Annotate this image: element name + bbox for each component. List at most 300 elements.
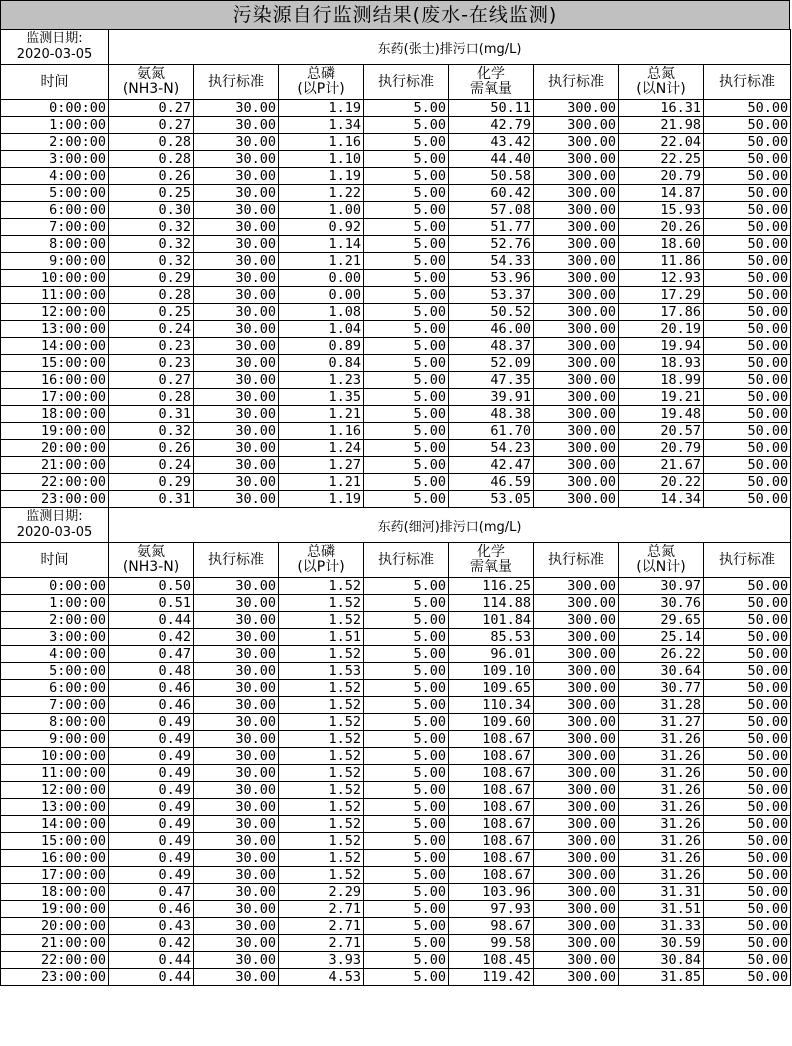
value-cell: 0.84 (279, 355, 364, 372)
time-cell: 5:00:00 (1, 663, 109, 680)
time-cell: 8:00:00 (1, 236, 109, 253)
value-cell: 0.27 (109, 372, 194, 389)
time-cell: 0:00:00 (1, 100, 109, 117)
value-cell: 30.00 (194, 816, 279, 833)
value-cell: 20.79 (619, 168, 704, 185)
station-name: 东药(张士)排污口(mg/L) (109, 30, 791, 65)
value-cell: 300.00 (534, 236, 619, 253)
value-cell: 5.00 (364, 338, 449, 355)
value-cell: 30.00 (194, 850, 279, 867)
value-cell: 5.00 (364, 901, 449, 918)
table-row (1, 663, 791, 680)
value-cell: 50.00 (704, 799, 791, 816)
value-cell: 0.43 (109, 918, 194, 935)
time-cell: 16:00:00 (1, 372, 109, 389)
value-cell: 300.00 (534, 321, 619, 338)
table-row (1, 646, 791, 663)
table-row (1, 219, 791, 236)
value-cell: 300.00 (534, 697, 619, 714)
table-row (1, 969, 791, 986)
value-cell: 50.00 (704, 168, 791, 185)
value-cell: 0.47 (109, 646, 194, 663)
value-cell: 98.67 (449, 918, 534, 935)
column-header-row (1, 65, 791, 100)
column-header (449, 65, 534, 100)
value-cell: 30.84 (619, 952, 704, 969)
value-cell: 300.00 (534, 304, 619, 321)
value-cell: 50.00 (704, 918, 791, 935)
value-cell: 16.31 (619, 100, 704, 117)
value-cell: 30.00 (194, 270, 279, 287)
value-cell: 1.52 (279, 748, 364, 765)
column-header (619, 543, 704, 578)
value-cell: 0.32 (109, 253, 194, 270)
value-cell: 50.00 (704, 612, 791, 629)
value-cell: 50.00 (704, 270, 791, 287)
time-cell: 14:00:00 (1, 816, 109, 833)
value-cell: 300.00 (534, 185, 619, 202)
value-cell: 0.23 (109, 338, 194, 355)
value-cell: 30.00 (194, 185, 279, 202)
value-cell: 30.00 (194, 680, 279, 697)
value-cell: 0.28 (109, 134, 194, 151)
value-cell: 0.00 (279, 287, 364, 304)
table-row (1, 304, 791, 321)
table-row (1, 253, 791, 270)
table-row (1, 884, 791, 901)
column-header-line: (以N计) (636, 559, 686, 575)
value-cell: 5.00 (364, 304, 449, 321)
value-cell: 0.26 (109, 168, 194, 185)
table-row (1, 867, 791, 884)
value-cell: 300.00 (534, 406, 619, 423)
value-cell: 300.00 (534, 731, 619, 748)
value-cell: 300.00 (534, 629, 619, 646)
value-cell: 50.00 (704, 867, 791, 884)
value-cell: 108.67 (449, 731, 534, 748)
column-header (279, 543, 364, 578)
value-cell: 50.00 (704, 423, 791, 440)
value-cell: 43.42 (449, 134, 534, 151)
value-cell: 1.21 (279, 253, 364, 270)
value-cell: 15.93 (619, 202, 704, 219)
table-row (1, 765, 791, 782)
value-cell: 0.49 (109, 816, 194, 833)
value-cell: 0.28 (109, 389, 194, 406)
value-cell: 30.00 (194, 440, 279, 457)
value-cell: 0.49 (109, 714, 194, 731)
value-cell: 30.97 (619, 578, 704, 595)
time-cell: 3:00:00 (1, 629, 109, 646)
value-cell: 0.25 (109, 304, 194, 321)
value-cell: 51.77 (449, 219, 534, 236)
value-cell: 1.16 (279, 134, 364, 151)
table-row (1, 372, 791, 389)
value-cell: 30.76 (619, 595, 704, 612)
value-cell: 30.00 (194, 867, 279, 884)
date-label: 监测日期: (26, 31, 83, 46)
value-cell: 0.46 (109, 901, 194, 918)
value-cell: 30.00 (194, 578, 279, 595)
value-cell: 31.51 (619, 901, 704, 918)
value-cell: 1.52 (279, 646, 364, 663)
value-cell: 116.25 (449, 578, 534, 595)
column-header-line: 总氮 (647, 544, 675, 560)
value-cell: 96.01 (449, 646, 534, 663)
value-cell: 29.65 (619, 612, 704, 629)
value-cell: 30.64 (619, 663, 704, 680)
value-cell: 30.00 (194, 969, 279, 986)
value-cell: 300.00 (534, 833, 619, 850)
value-cell: 300.00 (534, 474, 619, 491)
value-cell: 5.00 (364, 321, 449, 338)
table-row (1, 850, 791, 867)
value-cell: 0.32 (109, 219, 194, 236)
value-cell: 21.98 (619, 117, 704, 134)
value-cell: 1.52 (279, 782, 364, 799)
value-cell: 30.00 (194, 117, 279, 134)
value-cell: 50.00 (704, 884, 791, 901)
column-header-line: 时间 (40, 73, 69, 90)
value-cell: 30.00 (194, 748, 279, 765)
value-cell: 54.23 (449, 440, 534, 457)
table-row (1, 697, 791, 714)
value-cell: 1.22 (279, 185, 364, 202)
value-cell: 50.00 (704, 782, 791, 799)
value-cell: 1.24 (279, 440, 364, 457)
value-cell: 99.58 (449, 935, 534, 952)
section-header-row (1, 30, 791, 65)
value-cell: 0.31 (109, 491, 194, 508)
value-cell: 31.26 (619, 765, 704, 782)
value-cell: 5.00 (364, 491, 449, 508)
time-cell: 7:00:00 (1, 219, 109, 236)
value-cell: 5.00 (364, 629, 449, 646)
value-cell: 0.31 (109, 406, 194, 423)
value-cell: 19.21 (619, 389, 704, 406)
value-cell: 46.59 (449, 474, 534, 491)
value-cell: 61.70 (449, 423, 534, 440)
table-row (1, 168, 791, 185)
value-cell: 20.79 (619, 440, 704, 457)
value-cell: 0.29 (109, 270, 194, 287)
value-cell: 18.60 (619, 236, 704, 253)
value-cell: 1.08 (279, 304, 364, 321)
value-cell: 50.00 (704, 765, 791, 782)
table-row (1, 389, 791, 406)
value-cell: 5.00 (364, 474, 449, 491)
value-cell: 50.00 (704, 440, 791, 457)
value-cell: 50.00 (704, 304, 791, 321)
value-cell: 0.44 (109, 612, 194, 629)
value-cell: 30.00 (194, 935, 279, 952)
column-header-line: 执行标准 (208, 73, 264, 90)
value-cell: 1.52 (279, 680, 364, 697)
value-cell: 50.52 (449, 304, 534, 321)
value-cell: 5.00 (364, 867, 449, 884)
value-cell: 31.26 (619, 782, 704, 799)
value-cell: 300.00 (534, 901, 619, 918)
value-cell: 5.00 (364, 236, 449, 253)
value-cell: 0.46 (109, 697, 194, 714)
value-cell: 0.49 (109, 850, 194, 867)
value-cell: 1.19 (279, 491, 364, 508)
value-cell: 5.00 (364, 748, 449, 765)
time-cell: 11:00:00 (1, 287, 109, 304)
value-cell: 50.00 (704, 338, 791, 355)
value-cell: 5.00 (364, 816, 449, 833)
value-cell: 46.00 (449, 321, 534, 338)
value-cell: 0.49 (109, 833, 194, 850)
value-cell: 5.00 (364, 202, 449, 219)
table-row (1, 474, 791, 491)
table-row (1, 151, 791, 168)
value-cell: 53.96 (449, 270, 534, 287)
value-cell: 300.00 (534, 457, 619, 474)
value-cell: 5.00 (364, 219, 449, 236)
time-cell: 20:00:00 (1, 918, 109, 935)
column-header (1, 65, 109, 100)
value-cell: 108.67 (449, 748, 534, 765)
table-row (1, 100, 791, 117)
date-value: 2020-03-05 (16, 525, 93, 540)
value-cell: 20.57 (619, 423, 704, 440)
value-cell: 1.52 (279, 697, 364, 714)
column-header-line: 总磷 (307, 544, 335, 560)
value-cell: 0.47 (109, 884, 194, 901)
value-cell: 31.26 (619, 731, 704, 748)
value-cell: 14.87 (619, 185, 704, 202)
value-cell: 50.00 (704, 219, 791, 236)
value-cell: 5.00 (364, 389, 449, 406)
column-header-line: (以N计) (636, 81, 686, 97)
value-cell: 14.34 (619, 491, 704, 508)
value-cell: 109.65 (449, 680, 534, 697)
value-cell: 50.00 (704, 134, 791, 151)
time-cell: 9:00:00 (1, 253, 109, 270)
station-name: 东药(细河)排污口(mg/L) (109, 508, 791, 543)
value-cell: 50.00 (704, 714, 791, 731)
value-cell: 50.00 (704, 457, 791, 474)
value-cell: 30.00 (194, 901, 279, 918)
value-cell: 103.96 (449, 884, 534, 901)
table-row (1, 680, 791, 697)
value-cell: 0.28 (109, 287, 194, 304)
table-row (1, 935, 791, 952)
time-cell: 12:00:00 (1, 304, 109, 321)
value-cell: 50.00 (704, 748, 791, 765)
time-cell: 1:00:00 (1, 595, 109, 612)
value-cell: 53.05 (449, 491, 534, 508)
value-cell: 300.00 (534, 850, 619, 867)
value-cell: 300.00 (534, 202, 619, 219)
value-cell: 50.11 (449, 100, 534, 117)
value-cell: 3.93 (279, 952, 364, 969)
value-cell: 1.52 (279, 612, 364, 629)
value-cell: 300.00 (534, 918, 619, 935)
value-cell: 50.00 (704, 731, 791, 748)
value-cell: 5.00 (364, 440, 449, 457)
value-cell: 0.49 (109, 748, 194, 765)
value-cell: 300.00 (534, 969, 619, 986)
column-header-line: 执行标准 (719, 551, 776, 568)
value-cell: 1.10 (279, 151, 364, 168)
value-cell: 300.00 (534, 884, 619, 901)
value-cell: 5.00 (364, 646, 449, 663)
column-header-line: (NH3-N) (122, 559, 180, 575)
time-cell: 4:00:00 (1, 646, 109, 663)
value-cell: 50.00 (704, 389, 791, 406)
table-row (1, 321, 791, 338)
value-cell: 5.00 (364, 782, 449, 799)
table-row (1, 185, 791, 202)
value-cell: 108.67 (449, 816, 534, 833)
value-cell: 5.00 (364, 833, 449, 850)
table-row (1, 338, 791, 355)
time-cell: 20:00:00 (1, 440, 109, 457)
monitoring-date-cell (1, 30, 109, 65)
value-cell: 1.34 (279, 117, 364, 134)
value-cell: 17.86 (619, 304, 704, 321)
value-cell: 5.00 (364, 423, 449, 440)
table-row (1, 782, 791, 799)
value-cell: 0.32 (109, 423, 194, 440)
value-cell: 42.47 (449, 457, 534, 474)
value-cell: 26.22 (619, 646, 704, 663)
value-cell: 300.00 (534, 612, 619, 629)
value-cell: 31.26 (619, 867, 704, 884)
value-cell: 5.00 (364, 765, 449, 782)
value-cell: 30.00 (194, 765, 279, 782)
value-cell: 97.93 (449, 901, 534, 918)
value-cell: 114.88 (449, 595, 534, 612)
time-cell: 5:00:00 (1, 185, 109, 202)
value-cell: 1.16 (279, 423, 364, 440)
column-header (279, 65, 364, 100)
value-cell: 30.00 (194, 629, 279, 646)
value-cell: 109.60 (449, 714, 534, 731)
value-cell: 50.00 (704, 287, 791, 304)
value-cell: 300.00 (534, 799, 619, 816)
time-cell: 0:00:00 (1, 578, 109, 595)
value-cell: 50.00 (704, 236, 791, 253)
value-cell: 108.67 (449, 833, 534, 850)
value-cell: 0.42 (109, 935, 194, 952)
value-cell: 1.35 (279, 389, 364, 406)
value-cell: 108.67 (449, 765, 534, 782)
value-cell: 5.00 (364, 151, 449, 168)
value-cell: 1.21 (279, 474, 364, 491)
column-header-line: 总氮 (647, 66, 675, 82)
value-cell: 1.52 (279, 799, 364, 816)
value-cell: 30.00 (194, 884, 279, 901)
value-cell: 1.52 (279, 578, 364, 595)
table-row (1, 355, 791, 372)
column-header-row (1, 543, 791, 578)
value-cell: 1.52 (279, 816, 364, 833)
column-header-line: 氨氮 (137, 544, 165, 560)
value-cell: 0.49 (109, 867, 194, 884)
value-cell: 300.00 (534, 355, 619, 372)
value-cell: 30.00 (194, 799, 279, 816)
value-cell: 0.49 (109, 799, 194, 816)
time-cell: 2:00:00 (1, 612, 109, 629)
time-cell: 8:00:00 (1, 714, 109, 731)
column-header-line: 执行标准 (548, 73, 604, 90)
table-row (1, 833, 791, 850)
value-cell: 30.00 (194, 389, 279, 406)
value-cell: 0.44 (109, 969, 194, 986)
date-label: 监测日期: (26, 509, 83, 524)
value-cell: 5.00 (364, 100, 449, 117)
time-cell: 1:00:00 (1, 117, 109, 134)
column-header-line: 时间 (40, 551, 69, 568)
value-cell: 0.32 (109, 236, 194, 253)
table-row (1, 578, 791, 595)
value-cell: 31.26 (619, 748, 704, 765)
value-cell: 31.26 (619, 833, 704, 850)
value-cell: 30.00 (194, 457, 279, 474)
value-cell: 300.00 (534, 389, 619, 406)
table-row (1, 134, 791, 151)
value-cell: 44.40 (449, 151, 534, 168)
value-cell: 1.53 (279, 663, 364, 680)
value-cell: 50.00 (704, 935, 791, 952)
value-cell: 5.00 (364, 884, 449, 901)
value-cell: 30.00 (194, 423, 279, 440)
section-header-row (1, 508, 791, 543)
time-cell: 18:00:00 (1, 406, 109, 423)
time-cell: 3:00:00 (1, 151, 109, 168)
time-cell: 15:00:00 (1, 833, 109, 850)
value-cell: 108.67 (449, 799, 534, 816)
value-cell: 25.14 (619, 629, 704, 646)
time-cell: 4:00:00 (1, 168, 109, 185)
value-cell: 4.53 (279, 969, 364, 986)
value-cell: 0.00 (279, 270, 364, 287)
value-cell: 20.19 (619, 321, 704, 338)
value-cell: 50.00 (704, 117, 791, 134)
time-cell: 19:00:00 (1, 901, 109, 918)
value-cell: 5.00 (364, 287, 449, 304)
value-cell: 1.52 (279, 765, 364, 782)
value-cell: 5.00 (364, 457, 449, 474)
value-cell: 110.34 (449, 697, 534, 714)
value-cell: 48.38 (449, 406, 534, 423)
value-cell: 5.00 (364, 270, 449, 287)
value-cell: 18.99 (619, 372, 704, 389)
value-cell: 50.00 (704, 969, 791, 986)
column-header (109, 65, 194, 100)
value-cell: 109.10 (449, 663, 534, 680)
value-cell: 50.00 (704, 680, 791, 697)
value-cell: 30.00 (194, 372, 279, 389)
value-cell: 30.00 (194, 202, 279, 219)
value-cell: 0.24 (109, 321, 194, 338)
value-cell: 300.00 (534, 372, 619, 389)
column-header (704, 65, 791, 100)
value-cell: 30.00 (194, 612, 279, 629)
time-cell: 17:00:00 (1, 867, 109, 884)
value-cell: 5.00 (364, 406, 449, 423)
value-cell: 50.00 (704, 100, 791, 117)
time-cell: 17:00:00 (1, 389, 109, 406)
value-cell: 31.28 (619, 697, 704, 714)
report-title: 污染源自行监测结果(废水-在线监测) (0, 0, 790, 29)
value-cell: 108.67 (449, 850, 534, 867)
value-cell: 50.00 (704, 595, 791, 612)
value-cell: 300.00 (534, 748, 619, 765)
